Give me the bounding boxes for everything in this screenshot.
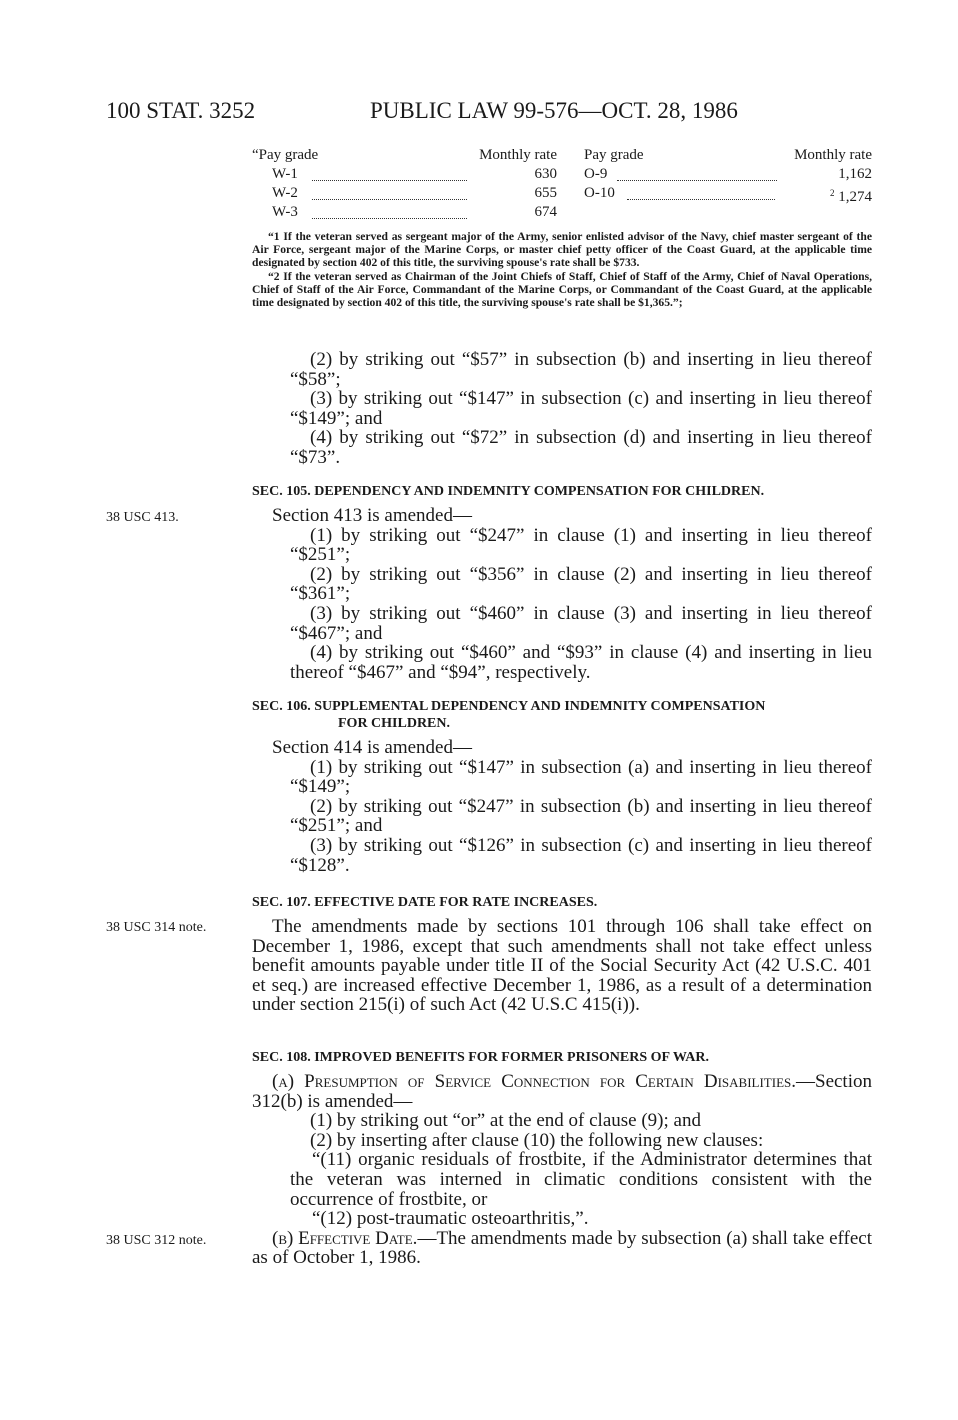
rate-cell: 630 [534,166,557,182]
subsection-b-label: (b) Effective Date. [272,1227,418,1249]
header-pay-grade-left: “Pay grade [252,147,319,163]
table-row [252,165,872,184]
list-item: (3) by striking out “$147” in subsection (c) and inserting in lieu thereof “$149”; and [290,388,872,429]
section-heading: SEC. 106. SUPPLEMENTAL DEPENDENCY AND INDEMNITY COMPENSATION [252,699,766,714]
section-heading: SEC. 107. EFFECTIVE DATE FOR RATE INCREASES. [252,895,598,910]
list-item: “(11) organic residuals of frostbite, if the Administrator determines that the veteran was interned in climatic conditions consistent with the occurrence of frostbite, or [290,1149,872,1210]
rate-value: 1,274 [838,189,872,205]
list-item: “(12) post-traumatic osteoarthritis,”. [312,1208,589,1230]
section-105 [252,483,872,682]
list-item: (1) by striking out “$247” in clause (1) and inserting in lieu thereof “$251”; [290,524,872,566]
table-row [252,184,872,203]
subsection-b [252,1229,872,1268]
header-monthly-rate-left: Monthly rate [479,147,557,163]
list-item: (4) by striking out “$460” and “$93” in clause (4) and inserting in lieu thereof “$467” and “$94”, respectively. [290,642,872,683]
list-item: (2) by striking out “$247” in subsection (b) and inserting in lieu thereof “$251”; and [290,795,872,837]
rate-cell: 674 [534,204,557,220]
public-law-title: PUBLIC LAW 99-576—OCT. 28, 1986 [370,98,738,123]
subsection-a-label: (a) Presumption of Service Connection for Certain Disabilities. [272,1071,796,1092]
margin-citation: 38 USC 413. [106,510,179,525]
dot-leader [627,186,775,200]
pay-grade-cell: O-9 [584,166,608,182]
dot-leader [312,186,467,200]
pay-rate-table [252,146,872,222]
list-item: (2) by inserting after clause (10) the following new clauses: [310,1129,764,1151]
pay-grade-cell: O-10 [584,185,615,201]
amendment-list-104 [252,350,872,468]
rate-cell: 1,162 [838,166,872,182]
statute-page-number: 100 STAT. 3252 [106,98,256,123]
section-107 [252,894,872,1015]
list-item: (1) by striking out “$147” in subsection (a) and inserting in lieu thereof “$149”; [290,756,872,798]
footnote-2: “2 If the veteran served as Chairman of the Joint Chiefs of Staff, Chief of Staff of the Army, Chief of Naval Operations, Chief of Staff of the Air Force, Commandant of the Marine Corps, or Commandant of the Coast Guard, at the applicable time designated by section 402 of this title, the surviving spouse's rate shall be $1,365.”; [252,269,872,310]
page-header [106,98,872,128]
section-intro: Section 414 is amended— [272,737,472,758]
margin-citation: 38 USC 314 note. [106,920,207,935]
list-item: (3) by striking out “$460” in clause (3) and inserting in lieu thereof “$467”; and [290,602,872,644]
pay-grade-cell: W-3 [272,204,298,220]
dot-leader [617,167,777,181]
subsection-b-text: —The amendments made by subsection (a) shall take effect as of October 1, 1986. [252,1227,872,1269]
table-row [252,203,872,222]
section-heading-cont: FOR CHILDREN. [338,716,451,731]
header-monthly-rate-right: Monthly rate [794,147,872,163]
table-header-row [252,146,872,165]
list-item: (4) by striking out “$72” in subsection (d) and inserting in lieu thereof “$73”. [290,427,872,468]
subsection-a-text: —Section 312(b) is amended— [252,1071,872,1112]
pay-grade-cell: W-2 [272,185,298,201]
section-text: The amendments made by sections 101 through 106 shall take effect on December 1, 1986, except that such amendments shall not take effect unless benefit amounts payable under title II of the Social Security Act (42 U.S.C. 401 et seq.) are increased effective December 1, 1986, as a result of a determination under section 215(i) of such Act (42 U.S.C 415(i)). [252,916,872,1016]
dot-leader [312,205,467,219]
margin-citation: 38 USC 312 note. [106,1233,207,1248]
list-item: (2) by striking out “$57” in subsection (b) and inserting in lieu thereof “$58”; [290,349,872,390]
section-108 [252,1049,872,1268]
section-heading: SEC. 105. DEPENDENCY AND INDEMNITY COMPENSATION FOR CHILDREN. [252,484,765,499]
rate-cell: 655 [534,185,557,201]
list-item: (2) by striking out “$356” in clause (2) and inserting in lieu thereof “$361”; [290,563,872,605]
table-footnotes [252,230,872,309]
section-heading: SEC. 108. IMPROVED BENEFITS FOR FORMER PRISONERS OF WAR. [252,1050,709,1065]
section-intro: Section 413 is amended— [272,505,472,526]
header-pay-grade-right: Pay grade [584,147,644,163]
pay-grade-cell: W-1 [272,166,298,182]
footnote-1: “1 If the veteran served as sergeant major of the Army, senior enlisted advisor of the Navy, chief master sergeant of the Air Force, sergeant major of the Marine Corps, or master chief petty officer of the Coast Guard, at the applicable time designated by section 402 of this title, the surviving spouse's rate shall be $733. [252,230,872,270]
subsection-a [252,1072,872,1111]
section-106 [252,698,872,875]
footnote-marker: 2 [830,188,835,198]
list-item: (3) by striking out “$126” in subsection (c) and inserting in lieu thereof “$128”. [290,834,872,876]
dot-leader [312,167,467,181]
list-item: (1) by striking out “or” at the end of clause (9); and [310,1110,701,1132]
